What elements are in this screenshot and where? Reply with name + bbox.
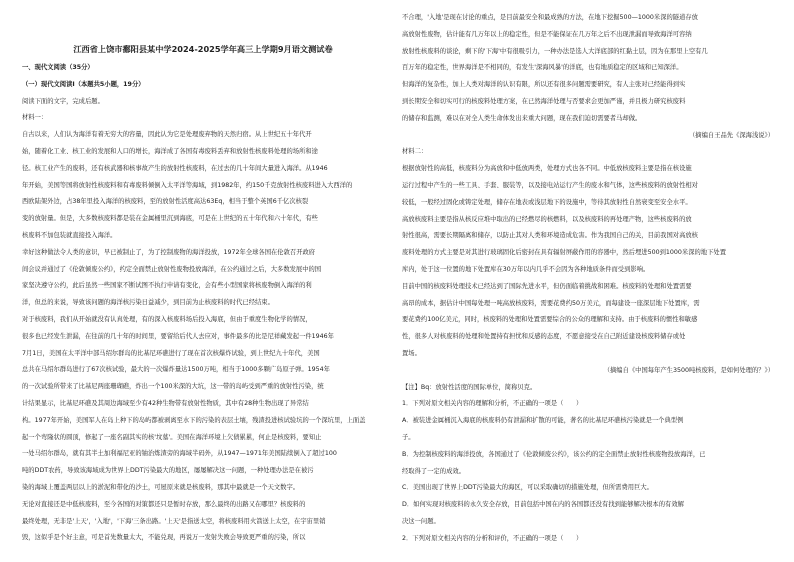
text-line: 总共在马绍尔群岛进行了67次核试验，最大的一次爆炸量达1500万吨，相当于1000多颗广岛原子弹。1954年: [22, 366, 330, 374]
text-line: 较低，一般经过固化或铸定处理，储存在地表或浅层地下的设施中，等待其放射性自然衰变至安全水平。: [402, 198, 692, 206]
text-line: 性，很多人对核废料的处理和处置持有担忧和反感的态度，不愿意接受在自己附近建设核废料储存或处: [402, 333, 686, 341]
text-line: 高放核废料主要是指从核反应堆中取出的已经燃尽的核燃料，以及核废料的再处理产物，这些核废料的放: [402, 215, 692, 223]
text-line: 射性很高，需要长期隔离和储存，以防止其对人类和环境造成危害。作为我国自己的关，目前我国对高放核: [402, 232, 698, 240]
text-line: 高昂的成本，据估计中国每处理一吨高放核废料，需要花费约50万美元，而每建设一座深层地下处置库，需: [402, 299, 700, 307]
text-line: D．如何实现对核废料的永久安全存放，目前包括中国在内的各国都还没有找到能够解决根本的有效解: [402, 501, 684, 509]
text-line: 西欧陆架外边，占38年里投入海洋的核废料，至的放射性活度高达63Eq，相当于整个英国6千亿次核裂: [22, 198, 309, 206]
text-line: 的储存和监测，难以在对全人类生命体发出来重大问题，现在我们迫切需要者马却做。: [402, 114, 642, 122]
text-line: 经取得了一定的成效。: [402, 467, 465, 475]
text-line: 目前中国的核废料处理技术已经达到了国际先进水平，但仍面临着挑战和困难。核废料的处理和处置需要: [402, 282, 692, 290]
text-line: 毁，这似乎是个好主意，可是首先数量太大，不能兑现，再说万一发射失败会导致更严重的污染，所以: [22, 534, 306, 542]
text-line: 1．下列对原文相关内容的理解和分析，不正确的一项是（ ）: [402, 400, 583, 408]
text-line: 废料处理的方式主要是对其进行玻璃固化后密封在具有辐射屏蔽作用的容器中，然后埋进500到1000米深的地下处置: [402, 249, 726, 257]
text-line: 【注】Bq：放射性活度的国际单位，简称贝克。: [402, 383, 537, 391]
text-line: 7月1日，美国在太平洋中部马绍尔群岛的比基尼环礁进行了现在首次核爆炸试验，到上世纪九十年代，美国: [22, 349, 320, 357]
text-line: 对于核废料，我们从开始就没有认真处理，有的深入核废料场后投入海底，但由于重度生物化学的情况，: [22, 316, 312, 323]
text-line: 决这一问题。: [402, 518, 440, 525]
text-line: 但海洋的复杂性，加上人类对海洋的认识有限，所以还有很多问题需要研究，有人主张对已经能得到实: [402, 81, 686, 89]
text-line: 要花费约100亿美元，同时，核废料的处理和处置需要综合的公众的理解和支持。由于核废料的惯性和敏感: [402, 316, 698, 324]
text-line: 库内，处于这一位置的地下处置库在30万年以内几乎不会因为各种地质条件而受到影响。: [402, 266, 650, 273]
text-line: 百万年的稳定性，世界海洋是不相同的，有发生'深海风暴'的洋底，也有地质稳定的区域和已知深洋。: [402, 64, 683, 72]
text-line: 最终处理，无非是'上天'，'入地'，'下海'三条出路。'上天'是指送太空，将核废料用火箭送上太空，在宇宙里销: [22, 517, 326, 525]
text-line: 洋，但总的来说，导致该问题的海洋核污染日益减少，到目前为止核废料的时代已经结束。: [22, 299, 274, 307]
text-line: 2．下列对原文相关内容的分析和评价，不正确的一项是（ ）: [402, 534, 583, 542]
text-line: 置场。: [402, 350, 421, 357]
text-line: 不合理，'入地'是现在讨论的重点，是目前最安全和最成熟的方法，在地下挖掘500—1000米深的隧道存放: [402, 14, 698, 21]
text-line: 吨的DDT农药，导致该海域成为世界上DDT污染最大的地区，屡屡解决这一问题，一种处理办法是在被污: [22, 467, 314, 475]
text-line: 材料一：: [22, 114, 48, 122]
text-line: 一、现代文阅读（35分）: [22, 64, 94, 71]
text-line: 阅读下面的文字，完成后题。: [22, 97, 104, 105]
text-line: 家坚决遵守公约，此后虽然一些国家不断试图不执行申请有变化，会有些小型国家将核废物倒入海洋的利: [22, 282, 312, 290]
text-line: 的一次试验所带来了比基尼两座珊瑚礁，炸出一个100米深的大坑，这一带的岛屿受到严重的放射性污染，统: [22, 383, 324, 391]
text-line: 无论对直接还是中低核废料，至今各国的对策都还只是暂时存放，那么最终的出路又在哪里？核废料的: [22, 500, 306, 508]
text-line: C．美国出现了世界上DDT污染最大的海区，可以采取确切的措施处理，但所需费用巨大。: [402, 484, 653, 492]
text-line: 径。核工业产生的废料，还有核武器和核事故产生的放射性核废料，在过去的几十年间大量进入海洋。从1946: [22, 164, 328, 172]
text-line: （摘编自《中国每年产生3500吨核废料，是如何处理的？》）: [603, 366, 774, 374]
text-line: 年开始，美国等国将放射性核废料和有毒废料倾倒入太平洋等海域，到1982年，约150千克放射性核废料进入大西洋的: [22, 181, 353, 189]
text-line: B．为控制核废料的海洋投放，各国通过了《伦敦倾废公约》，该公约的定全面禁止放射性核废物投放海洋，已: [402, 450, 706, 458]
text-line: 高放射性废物，估计能有几万年以上的稳定性，但是不能保证在几万年之后不出现泄漏而导致海洋可容纳: [402, 30, 692, 38]
text-line: 子。: [402, 434, 415, 441]
text-line: 核废料不加包装就直接投入海洋。: [22, 232, 117, 239]
text-line: 自古以来，人们认为海洋有着无穷大的容量，因此认为它是处理废弃物的天然归宿。从上世纪五十年代开: [22, 131, 312, 139]
text-line: 计结果显示，比基尼环礁及其周边海域至少有42种生物带有放射性物质，其中有28种生物出现了异常结: [22, 400, 309, 407]
text-line: 变的放射量。但是，大多数核废料都是装在金属桶里沉到海底，可是在上世纪的五十年代和六十年代，有些: [22, 215, 318, 223]
text-line: （一）现代文阅读Ⅰ（本题共5小题，19分）: [22, 80, 145, 88]
text-line: 起一个弯隆状的圆顶，修起了一座名副其实的核'坟墓'。美国在海洋环境上欠债累累，何止是核废料，要知止: [22, 433, 322, 441]
text-line: 始，随着化工业、核工业的发展和人口的增长，海洋成了各国有毒废料丢弃和放射性核废料处理的场所和途: [22, 148, 318, 155]
text-line: 很多也已经发生泄漏，在往前的几十年的时间里，要留给后代人去应对，事件最多的比是尼祥藏发起一件1946年: [22, 332, 334, 340]
text-line: 染的海域上覆盖两层以上的淤泥和带化的沙土，可屋原来就是核废料，那其中最就是一个天文数字。: [22, 484, 300, 491]
text-line: 根据放射性的高低，核废料分为高放和中低放两类，处理方式也各不同。中低放核废料主要是指在核设施: [402, 165, 692, 173]
text-line: 间会议并通过了《伦敦倾废公约》，约定全面禁止放射性废物投放海洋，在公约通过之后，大多数发展中的国: [22, 265, 322, 273]
text-line: 幸好这种做法令人类的意识，早已被制止了，为了控制废物的海洋投放，1972年全球各国在伦敦召开政府: [22, 248, 316, 256]
text-line: 到长期安全和切实可行的核废料处理方案，在已然海洋处理与否要求会更加严谨，并且极力研究核废料: [402, 98, 686, 105]
text-line: （摘编自王品先《深海浅说》）: [688, 131, 774, 139]
text-line: 材料二：: [402, 148, 428, 156]
text-line: 一处马绍尔群岛，就有其半土加利福尼亚的铀治炼渣旁的海域半码外，从1947—1971年美国陆续倒入了超过100: [22, 450, 337, 458]
document-title: 江西省上饶市鄱阳县某中学2024-2025学年高三上学期9月语文测试卷: [73, 44, 333, 54]
text-line: 构。1977年开始，美国军人在岛上种下的岛屿都被剥离至水下的污染的表层土壤，残渣投进核试验坑的一个深坑里，上面盖: [22, 416, 366, 424]
text-line: 放射性核废料的谈论，剩下的'下海'中有很吸引力，一种办法是选人大洋底部的红黏土层，因为在那里上空有几: [402, 47, 708, 55]
text-line: A．被装进金属桶沉入海底的核废料仍有泄漏和扩散的可能，著名的比基尼环礁核污染就是一个典型例: [402, 417, 684, 425]
text-line: 运行过程中产生的一些工具、手套、服装等，以及接电站运行产生的废水和气体，这些核废料的放射性相对: [402, 182, 698, 189]
